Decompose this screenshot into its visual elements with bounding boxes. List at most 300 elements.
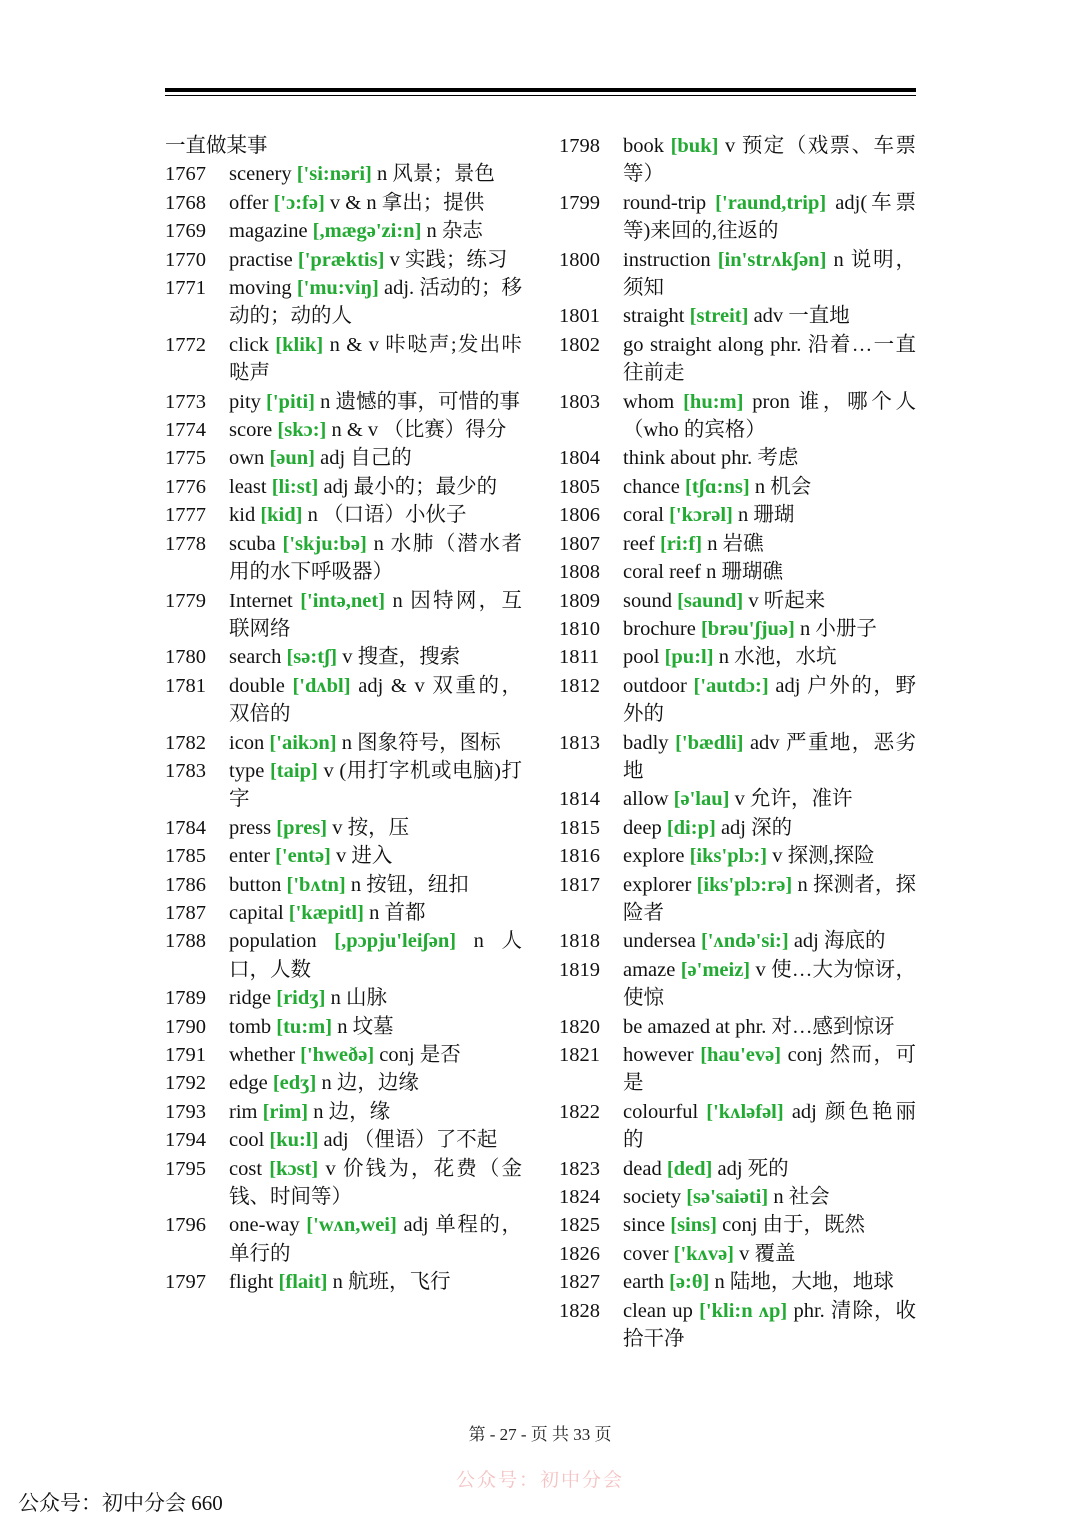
- entry-phonetic: [sə:tʃ]: [286, 646, 338, 669]
- vocab-entry: [559, 132, 916, 189]
- entry-body: [623, 615, 916, 643]
- entry-number: 1791: [165, 1044, 206, 1066]
- entry-word: cost: [229, 1157, 263, 1180]
- entry-body: [623, 1240, 916, 1268]
- entry-number: 1828: [559, 1299, 600, 1322]
- entry-definition: adj & v 双重的，双倍的: [229, 674, 522, 726]
- entry-phonetic: ['skju:bə]: [282, 532, 367, 555]
- entry-definition: n 探测者，探险者: [623, 873, 917, 924]
- entry-phonetic: [əun]: [269, 447, 315, 470]
- entry-body: [229, 246, 522, 274]
- entry-body: [623, 444, 916, 472]
- entry-word: think about: [623, 447, 716, 470]
- entry-body: [623, 132, 916, 189]
- entry-body: [623, 587, 916, 615]
- entry-phonetic: ['kʌləfəl]: [706, 1100, 784, 1123]
- vocab-entry: [559, 1098, 916, 1155]
- entry-definition: adj （俚语）了不起: [323, 1129, 498, 1152]
- vocab-entry: [559, 615, 916, 643]
- entry-definition: n 边，缘: [313, 1100, 391, 1123]
- vocab-entry: [559, 1183, 916, 1211]
- vocab-entry: [165, 814, 522, 842]
- left-column: [165, 132, 522, 1297]
- entry-phonetic: [hau'evə]: [700, 1044, 782, 1066]
- entry-phonetic: [iks'plɔ:rə]: [696, 873, 793, 896]
- entry-number: 1794: [165, 1129, 206, 1152]
- entry-word: instruction: [623, 248, 711, 271]
- entry-word: kid: [229, 504, 256, 527]
- entry-body: [229, 672, 522, 729]
- entry-word: search: [229, 646, 282, 669]
- vocab-entry: [165, 388, 522, 416]
- entry-phonetic: [tʃɑ:ns]: [685, 475, 750, 498]
- entry-phonetic: ['ʌndə'si:]: [700, 930, 789, 953]
- vocab-entry: [559, 501, 916, 529]
- entry-word: deep: [623, 816, 662, 839]
- entry-word: book: [623, 135, 664, 157]
- entry-definition: adj 深的: [720, 816, 793, 839]
- entry-number: 1780: [165, 646, 206, 669]
- entry-body: [623, 189, 916, 246]
- watermark-center: 公众号：初中分会: [455, 1470, 624, 1491]
- entry-body: [229, 444, 522, 472]
- entry-definition: n 按钮，纽扣: [350, 873, 469, 896]
- entry-body: [623, 956, 916, 1013]
- vocab-entry: [165, 842, 522, 870]
- entry-definition: v 探测,探险: [772, 845, 875, 868]
- entry-body: [229, 189, 522, 217]
- entry-number: 1819: [559, 958, 600, 981]
- entry-word: capital: [229, 901, 284, 924]
- entry-body: [229, 388, 522, 416]
- vocab-entry: [165, 984, 522, 1012]
- entry-definition: v 按，压: [332, 816, 410, 839]
- entry-number: 1811: [559, 646, 600, 669]
- vocab-entry: [165, 927, 522, 984]
- entry-body: [623, 246, 916, 303]
- entry-definition: n 山脉: [330, 987, 387, 1010]
- entry-word: tomb: [229, 1015, 272, 1038]
- vocab-entry: [559, 956, 916, 1013]
- vocab-entry: [165, 473, 522, 501]
- entry-definition: adv 严重地，恶劣地: [623, 731, 916, 782]
- entry-definition: adj 死的: [717, 1157, 789, 1180]
- entry-definition: v 进入: [336, 845, 393, 868]
- entry-phonetic: ['bædli]: [675, 731, 744, 754]
- vocab-entry: [559, 927, 916, 955]
- entry-definition: v 覆盖: [739, 1242, 796, 1265]
- vocab-entry: [559, 1155, 916, 1183]
- entry-number: 1805: [559, 475, 600, 498]
- entry-word: chance: [623, 475, 680, 498]
- entry-number: 1795: [165, 1157, 206, 1180]
- right-column: [559, 132, 916, 1353]
- entry-word: colourful: [623, 1100, 699, 1123]
- entry-word: amaze: [623, 958, 676, 981]
- entry-word: sound: [623, 589, 672, 612]
- entry-phonetic: [,pɔpju'leiʃən]: [334, 930, 457, 953]
- entry-body: [229, 160, 522, 188]
- entry-number: 1814: [559, 788, 600, 811]
- entry-body: [623, 302, 916, 330]
- entry-body: [229, 643, 522, 671]
- entry-word: double: [229, 674, 285, 697]
- vocab-entry: [165, 1098, 522, 1126]
- entry-body: [229, 927, 522, 984]
- entry-definition: v 允许，准许: [734, 788, 853, 811]
- vocab-entry: [165, 189, 522, 217]
- entry-phonetic: [,mægə'zi:n]: [312, 220, 422, 243]
- entry-number: 1770: [165, 248, 206, 271]
- vocab-entry: [165, 530, 522, 587]
- vocab-entry: [165, 1155, 522, 1212]
- entry-number: 1823: [559, 1157, 600, 1180]
- entry-word: allow: [623, 788, 669, 811]
- entry-phonetic: [ded]: [666, 1157, 713, 1180]
- entry-body: [623, 501, 916, 529]
- entry-word: go straight along: [623, 333, 764, 356]
- entry-body: [623, 1211, 916, 1239]
- entry-word: ridge: [229, 987, 272, 1010]
- entry-word: score: [229, 419, 273, 442]
- vocab-entry: [165, 899, 522, 927]
- entry-number: 1797: [165, 1271, 206, 1294]
- entry-word: coral: [623, 504, 664, 527]
- entry-phonetic: ['wʌn,wei]: [306, 1214, 397, 1237]
- entry-word: whom: [623, 390, 675, 413]
- entry-phonetic: [rim]: [262, 1100, 309, 1123]
- entry-word: population: [229, 930, 317, 953]
- entry-body: [229, 274, 522, 331]
- entry-definition: v 搜查，搜索: [342, 646, 461, 669]
- entry-definition: adv 一直地: [753, 305, 850, 328]
- entry-body: [623, 842, 916, 870]
- entry-number: 1798: [559, 135, 600, 157]
- entry-definition: n 社会: [773, 1186, 830, 1209]
- entry-number: 1812: [559, 674, 600, 697]
- entry-word: clean up: [623, 1299, 693, 1322]
- entry-word: click: [229, 333, 269, 356]
- entry-number: 1776: [165, 475, 206, 498]
- entry-number: 1782: [165, 731, 206, 754]
- entry-body: [623, 729, 916, 786]
- entry-definition: v (用打字机或电脑)打字: [229, 759, 523, 811]
- entry-definition: adj 最小的；最少的: [323, 475, 498, 498]
- entry-word: scuba: [229, 532, 276, 555]
- entry-definition: v & n 拿出；提供: [329, 191, 485, 214]
- entry-number: 1793: [165, 1100, 206, 1123]
- vocab-entry: [559, 871, 916, 928]
- entry-word: reef: [623, 532, 655, 555]
- entry-number: 1807: [559, 532, 600, 555]
- entry-body: [623, 785, 916, 813]
- vocab-entry: [559, 785, 916, 813]
- entry-number: 1792: [165, 1072, 206, 1095]
- left-entry-list: [165, 160, 522, 1296]
- vocab-entry: [559, 1211, 916, 1239]
- entry-word: edge: [229, 1072, 268, 1095]
- right-entry-list: [559, 132, 916, 1353]
- entry-number: 1815: [559, 816, 600, 839]
- entry-number: 1787: [165, 901, 206, 924]
- entry-definition: n 因特网，互联网络: [229, 589, 522, 640]
- entry-phonetic: ['kæpitl]: [288, 901, 364, 924]
- entry-number: 1821: [559, 1044, 600, 1066]
- entry-number: 1824: [559, 1186, 600, 1209]
- entry-phonetic: [skɔ:]: [277, 419, 327, 442]
- entry-body: [229, 729, 522, 757]
- entry-body: [623, 388, 916, 445]
- entry-word: pool: [623, 646, 660, 669]
- entry-body: [229, 217, 522, 245]
- entry-definition: n 遗憾的事，可惜的事: [320, 390, 520, 413]
- vocab-entry: [165, 1268, 522, 1296]
- entry-number: 1778: [165, 532, 206, 555]
- entry-definition: adj(车票等)来回的,往返的: [623, 191, 916, 243]
- entry-phonetic: [ri:f]: [659, 532, 703, 555]
- entry-number: 1789: [165, 987, 206, 1010]
- page-footer: 第 - 27 - 页 共 33 页: [468, 1425, 612, 1444]
- entry-word: press: [229, 816, 272, 839]
- entry-phonetic: [pu:l]: [664, 646, 714, 669]
- entry-phonetic: ['kʌvə]: [673, 1242, 735, 1265]
- entry-body: [623, 1041, 916, 1098]
- entry-word: flight: [229, 1271, 274, 1294]
- entry-phonetic: [iks'plɔ:]: [689, 845, 768, 868]
- entry-number: 1813: [559, 731, 600, 754]
- entry-definition: n 说明，须知: [623, 248, 917, 300]
- entry-definition: n 坟墓: [337, 1015, 394, 1038]
- entry-number: 1775: [165, 447, 206, 470]
- entry-number: 1779: [165, 589, 206, 612]
- entry-number: 1796: [165, 1214, 206, 1237]
- vocab-entry: [559, 530, 916, 558]
- entry-number: 1827: [559, 1271, 600, 1294]
- vocab-entry: [559, 643, 916, 671]
- entry-definition: n 机会: [754, 475, 812, 498]
- entry-number: 1801: [559, 305, 600, 328]
- vocab-entry: [165, 1013, 522, 1041]
- entry-phonetic: ['intə,net]: [300, 589, 386, 612]
- entry-body: [623, 643, 916, 671]
- entry-body: [229, 984, 522, 1012]
- vocab-entry: [559, 587, 916, 615]
- entry-number: 1806: [559, 504, 600, 527]
- entry-definition: adj 自己的: [320, 447, 412, 470]
- entry-body: [229, 899, 522, 927]
- entry-definition: conj 是否: [379, 1044, 461, 1066]
- vocab-entry: [559, 1268, 916, 1296]
- entry-word: least: [229, 475, 267, 498]
- entry-number: 1783: [165, 759, 206, 782]
- entry-definition: n & v 咔哒声;发出咔哒声: [229, 333, 523, 385]
- entry-body: [229, 416, 522, 444]
- entry-word: badly: [623, 731, 669, 754]
- entry-phonetic: [streit]: [689, 305, 749, 328]
- entry-number: 1777: [165, 504, 206, 527]
- entry-number: 1808: [559, 561, 600, 584]
- vocab-entry: [559, 558, 916, 586]
- entry-word: since: [623, 1214, 666, 1237]
- entry-phonetic: [ə'meiz]: [680, 958, 751, 981]
- entry-body: [229, 842, 522, 870]
- entry-body: [229, 1041, 522, 1069]
- vocab-entry: [165, 757, 522, 814]
- vocab-entry: [165, 1041, 522, 1069]
- entry-definition: phr. 考虑: [720, 447, 799, 470]
- entry-phonetic: ['raund,trip]: [715, 191, 827, 214]
- entry-definition: conj 由于，既然: [722, 1214, 866, 1237]
- entry-body: [229, 1069, 522, 1097]
- entry-definition: adj. 活动的；移动的；动的人: [229, 277, 523, 328]
- entry-definition: phr. 清除，收拾干净: [623, 1299, 917, 1351]
- entry-number: 1768: [165, 191, 206, 214]
- entry-body: [623, 473, 916, 501]
- entry-definition: pron 谁，哪个人（who 的宾格）: [623, 390, 917, 442]
- entry-body: [229, 473, 522, 501]
- entry-number: 1784: [165, 816, 206, 839]
- vocab-entry: [165, 871, 522, 899]
- entry-body: [229, 1211, 522, 1268]
- entry-phonetic: ['ɔ:fə]: [273, 191, 325, 214]
- entry-body: [623, 1297, 916, 1354]
- entry-number: 1799: [559, 191, 600, 214]
- entry-word: explore: [623, 845, 685, 868]
- entry-definition: v 实践；练习: [389, 248, 508, 271]
- vocab-entry: [559, 444, 916, 472]
- vocab-entry: [165, 160, 522, 188]
- entry-definition: phr. 对…感到惊讶: [735, 1015, 895, 1038]
- entry-word: explorer: [623, 873, 692, 896]
- vocab-entry: [165, 729, 522, 757]
- entry-phonetic: [sins]: [670, 1214, 717, 1237]
- entry-body: [623, 558, 916, 586]
- vocab-entry: [559, 842, 916, 870]
- entry-word: enter: [229, 845, 270, 868]
- entry-phonetic: [ridʒ]: [276, 987, 326, 1010]
- entry-word: type: [229, 759, 265, 782]
- entry-number: 1820: [559, 1015, 600, 1038]
- entry-body: [229, 871, 522, 899]
- entry-definition: n 陆地，大地，地球: [714, 1271, 894, 1294]
- entry-number: 1802: [559, 333, 600, 356]
- entry-body: [229, 331, 522, 388]
- entry-body: [229, 757, 522, 814]
- entry-word: coral reef: [623, 561, 701, 584]
- entry-phonetic: [li:st]: [271, 475, 319, 498]
- entry-word: practise: [229, 248, 293, 271]
- entry-phonetic: [saund]: [677, 589, 744, 612]
- entry-body: [229, 1155, 522, 1212]
- entry-number: 1825: [559, 1214, 600, 1237]
- entry-body: [623, 1268, 916, 1296]
- vocab-entry: [559, 1240, 916, 1268]
- entry-word: round-trip: [623, 191, 707, 214]
- entry-definition: n 图象符号，图标: [341, 731, 501, 754]
- entry-body: [229, 1268, 522, 1296]
- entry-definition: n 珊瑚礁: [706, 561, 783, 584]
- entry-definition: v 听起来: [748, 589, 826, 612]
- entry-phonetic: ['bʌtn]: [286, 873, 346, 896]
- entry-phonetic: [brəu'ʃjuə]: [700, 617, 795, 640]
- entry-phonetic: ['dʌbl]: [292, 674, 351, 697]
- vocab-entry: [165, 1211, 522, 1268]
- entry-number: 1786: [165, 873, 206, 896]
- vocab-entry: [165, 672, 522, 729]
- continuation-text: 一直做某事: [165, 135, 268, 157]
- entry-definition: v 使…大为惊讶，使惊: [623, 958, 916, 1010]
- vocab-entry: [165, 274, 522, 331]
- entry-number: 1817: [559, 873, 600, 896]
- entry-definition: n 风景；景色: [377, 163, 495, 186]
- entry-body: [229, 501, 522, 529]
- entry-definition: n 首都: [369, 901, 426, 924]
- entry-number: 1788: [165, 930, 206, 953]
- entry-body: [623, 1013, 916, 1041]
- entry-body: [229, 1126, 522, 1154]
- entry-phonetic: [flait]: [278, 1271, 328, 1294]
- entry-phonetic: ['kli:n ʌp]: [699, 1299, 788, 1322]
- vocab-entry: [165, 444, 522, 472]
- entry-phonetic: [kid]: [260, 504, 303, 527]
- entry-phonetic: [ə'lau]: [673, 788, 730, 811]
- entry-number: 1826: [559, 1242, 600, 1265]
- vocab-entry: [165, 331, 522, 388]
- entry-definition: n 人口，人数: [229, 930, 523, 981]
- vocab-entry: [559, 473, 916, 501]
- entry-number: 1781: [165, 674, 206, 697]
- entry-body: [623, 331, 916, 388]
- entry-body: [229, 1098, 522, 1126]
- entry-body: [229, 530, 522, 587]
- vocab-entry: [559, 672, 916, 729]
- entry-definition: n & v （比赛）得分: [331, 419, 507, 442]
- entry-phonetic: ['aikɔn]: [269, 731, 337, 754]
- entry-body: [623, 1098, 916, 1155]
- entry-number: 1774: [165, 419, 206, 442]
- entry-word: outdoor: [623, 674, 687, 697]
- entry-word: Internet: [229, 589, 293, 612]
- entry-number: 1785: [165, 845, 206, 868]
- vocab-entry: [165, 416, 522, 444]
- entry-word: brochure: [623, 617, 696, 640]
- entry-phonetic: ['mu:viŋ]: [296, 277, 379, 300]
- entry-word: offer: [229, 191, 269, 214]
- entry-number: 1771: [165, 277, 206, 300]
- entry-phonetic: [edʒ]: [272, 1072, 317, 1095]
- vocab-entry: [165, 501, 522, 529]
- entry-number: 1790: [165, 1015, 206, 1038]
- vocab-entry: [559, 388, 916, 445]
- entry-number: 1822: [559, 1100, 600, 1123]
- entry-phonetic: ['hweðə]: [300, 1044, 375, 1066]
- entry-number: 1772: [165, 333, 206, 356]
- entry-definition: n 水肺（潜水者用的水下呼吸器）: [229, 532, 523, 584]
- entry-word: pity: [229, 390, 261, 413]
- entry-phonetic: [di:p]: [666, 816, 716, 839]
- entry-word: whether: [229, 1044, 296, 1066]
- entry-body: [623, 814, 916, 842]
- entry-definition: adj 户外的，野外的: [623, 674, 917, 726]
- entry-body: [229, 1013, 522, 1041]
- entry-word: straight: [623, 305, 685, 328]
- entry-definition: n 航班，飞行: [332, 1271, 451, 1294]
- entry-body: [623, 1183, 916, 1211]
- entry-definition: v 预定（戏票、车票等）: [623, 135, 917, 186]
- entry-phonetic: [buk]: [670, 135, 719, 157]
- entry-definition: phr. 沿着…一直往前走: [623, 333, 916, 385]
- vocab-entry: [165, 643, 522, 671]
